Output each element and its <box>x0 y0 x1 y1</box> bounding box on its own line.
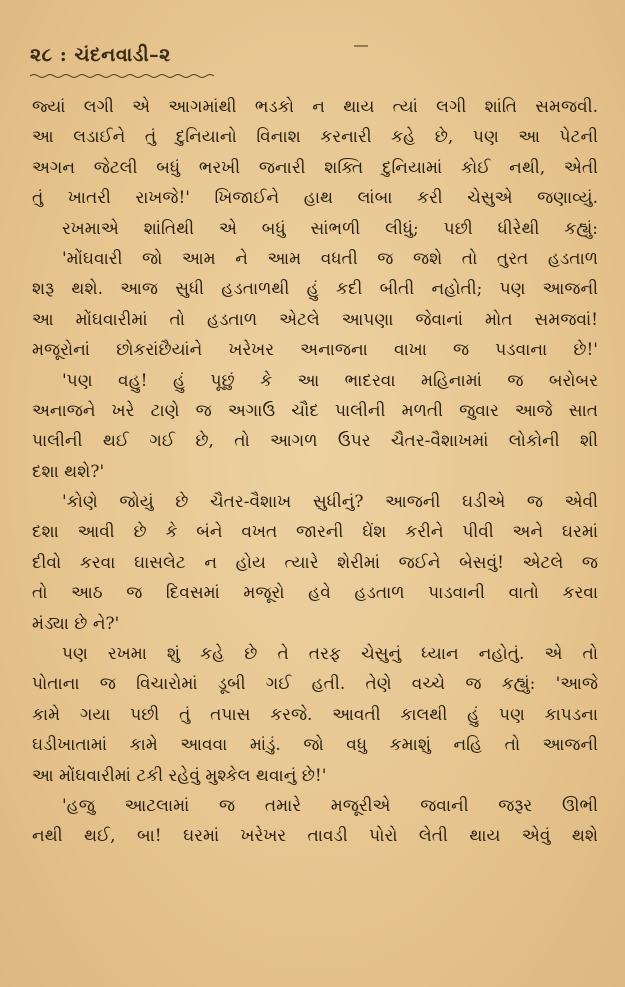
text-line: અનાજને ખરે ટાણે જ અગાઉ ચૌદ પાલીની મળતી જુવાર આજે સાત <box>32 400 598 421</box>
text-line: ઘડીખાતામાં કામે આવવા માંડું. જો વધુ કમાશું નહિ તો આજની <box>32 735 598 756</box>
text-line: જ્યાં લગી એ આગમાંથી ભડકો ન થાય ત્યાં લગી શાંતિ સમજવી. <box>32 97 598 117</box>
text-line: આ મોંઘવારીમાં તો હડતાળ એટલે આપણા જેવાનાં મોત સમજવાં! <box>32 309 598 330</box>
text-line: શરૂ થશે. આજ સુધી હડતાળથી હું કદી બીતી નહોતી; પણ આજની <box>32 279 598 300</box>
text-line: દશા થશે?' <box>32 461 105 482</box>
text-line: 'મોંઘવારી જો આમ ને આમ વધતી જ જશે તો તુરત હડતાળ <box>62 248 598 269</box>
running-head-underline <box>30 73 220 79</box>
text-line: અગન જેટલી બધું ભરખી જનારી શક્તિ દુનિયામાં કોઈ નથી, એતી <box>32 157 598 178</box>
text-line: કામે ગયા પછી તું તપાસ કરજે. આવતી કાલથી હું પણ કાપડના <box>32 704 598 725</box>
text-line: 'પણ વહુ! હું પૂછું કે આ ભાદરવા મહિનામાં જ બરોબર <box>62 370 598 391</box>
text-line: પોતાના જ વિચારોમાં ડૂબી ગઈ હતી. તેણે વચ્ચે જ કહ્યું: 'આજે <box>32 674 598 695</box>
text-line: મજૂરોનાં છોકરાંછૈયાંને ખરેખર અનાજના વાખા જ પડવાના છે!' <box>32 340 598 361</box>
text-line: તો આઠ જ દિવસમાં મજૂરો હવે હડતાળ પાડવાની વાતો કરવા <box>32 583 598 604</box>
text-line: રખમાએ શાંતિથી એ બધું સાંભળી લીધું; પછી ધીરેથી કહ્યું: <box>62 218 598 239</box>
body-text <box>32 92 598 852</box>
text-line: આ મોંઘવારીમાં ટકી રહેવું મુશ્કેલ થવાનું છે!' <box>32 765 327 786</box>
text-line: નથી થઈ, બા! ઘરમાં ખરેખર તાવડી પોરો લેતી થાય એવું થશે <box>32 826 598 847</box>
text-line: પાલીની થઈ ગઈ છે, તો આગળ ઉપર ચૈતર-વૈશાખમાં લોકોની શી <box>32 431 598 452</box>
printer-mark <box>354 45 368 47</box>
text-line: તું ખાતરી રાખજે!' ખિજાઈને હાથ લાંબા કરી ચેસુએ જણાવ્યું. <box>32 188 598 209</box>
text-line: આ લડાઈને તું દુનિયાનો વિનાશ કરનારી કહે છે, પણ આ પેટની <box>32 127 598 148</box>
running-head: ૨૮ : ચંદનવાડી–૨ <box>30 44 171 66</box>
text-line: મંડ્યા છે ને?' <box>32 613 120 634</box>
text-line: દીવો કરવા ઘાસલેટ ન હોય ત્યારે શેરીમાં જઈને બેસવું! એટલે જ <box>32 552 598 573</box>
text-line: દશા આવી છે કે બંને વખત જારની ઘેંશ કરીને પીવી અને ઘરમાં <box>32 522 598 543</box>
text-line: 'કોણે જોયું છે ચૈતર-વૈશાખ સુધીનું? આજની ઘડીએ જ એવી <box>62 492 598 513</box>
text-line: પણ રખમા શું કહે છે તે તરફ ચેસુનું ધ્યાન નહોતું. એ તો <box>62 644 598 665</box>
text-line: 'હજુ આટલામાં જ તમારે મજૂરીએ જવાની જરૂર ઊભી <box>62 795 598 816</box>
